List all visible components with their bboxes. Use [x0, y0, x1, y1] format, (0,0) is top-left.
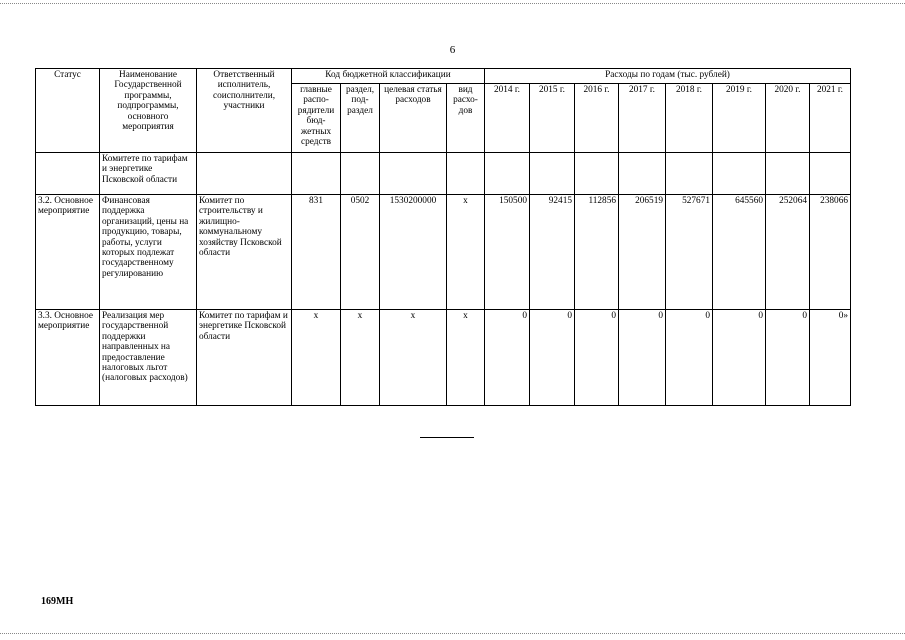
grbs-cell: [292, 153, 341, 195]
value-cell: 92415: [530, 195, 575, 310]
value-cell: [530, 153, 575, 195]
type-cell: [447, 153, 485, 195]
value-cell: [575, 153, 619, 195]
target-cell: [380, 153, 447, 195]
header-year: 2020 г.: [766, 84, 810, 153]
document-code: 169МН: [41, 596, 74, 607]
name-cell: Финансовая поддержка организаций, цены на продукцию, товары, работы, услуги которых подлежат государственному регулированию: [100, 195, 197, 310]
status-cell: 3.2. Основное мероприятие: [36, 195, 100, 310]
table-row: [36, 153, 851, 195]
page-bottom-edge: [0, 633, 905, 634]
header-year: 2018 г.: [666, 84, 713, 153]
header-budget-code: Код бюджетной классификации: [292, 69, 485, 84]
grbs-cell: х: [292, 310, 341, 406]
header-year: 2019 г.: [713, 84, 766, 153]
value-cell: [713, 153, 766, 195]
page-top-edge: [0, 3, 905, 4]
header-status: Статус: [36, 69, 100, 153]
status-cell: 3.3. Основное мероприятие: [36, 310, 100, 406]
header-expenses: Расходы по годам (тыс. рублей): [485, 69, 851, 84]
type-cell: х: [447, 310, 485, 406]
value-cell: 0»: [810, 310, 851, 406]
header-year: 2017 г.: [619, 84, 666, 153]
value-cell: 206519: [619, 195, 666, 310]
responsible-cell: [197, 153, 292, 195]
header-year: 2016 г.: [575, 84, 619, 153]
responsible-cell: Комитет по тарифам и энергетике Псковской области: [197, 310, 292, 406]
budget-table: [35, 68, 851, 406]
value-cell: 527671: [666, 195, 713, 310]
value-cell: 0: [666, 310, 713, 406]
header-year: 2014 г.: [485, 84, 530, 153]
target-cell: 1530200000: [380, 195, 447, 310]
target-cell: х: [380, 310, 447, 406]
separator-line: [420, 437, 474, 438]
header-target: целевая статья расходов: [380, 84, 447, 153]
table-row: [36, 310, 851, 406]
value-cell: 0: [619, 310, 666, 406]
header-type: вид расхо-дов: [447, 84, 485, 153]
name-cell: Реализация мер государственной поддержки направленных на предоставление налоговых льгот (налоговых расходов): [100, 310, 197, 406]
header-year: 2015 г.: [530, 84, 575, 153]
value-cell: [766, 153, 810, 195]
section-cell: [341, 153, 380, 195]
value-cell: 238066: [810, 195, 851, 310]
header-section: раздел, под-раздел: [341, 84, 380, 153]
table-row: [36, 195, 851, 310]
value-cell: 0: [713, 310, 766, 406]
header-responsible: Ответственный исполнитель, соисполнители, участники: [197, 69, 292, 153]
value-cell: [485, 153, 530, 195]
type-cell: х: [447, 195, 485, 310]
value-cell: 150500: [485, 195, 530, 310]
value-cell: [619, 153, 666, 195]
responsible-cell: Комитет по строительству и жилищно-коммунальному хозяйству Псковской области: [197, 195, 292, 310]
section-cell: х: [341, 310, 380, 406]
value-cell: 0: [485, 310, 530, 406]
value-cell: 112856: [575, 195, 619, 310]
status-cell: [36, 153, 100, 195]
value-cell: [810, 153, 851, 195]
value-cell: 252064: [766, 195, 810, 310]
page-number: 6: [449, 44, 456, 56]
section-cell: 0502: [341, 195, 380, 310]
value-cell: 0: [530, 310, 575, 406]
header-name: Наименование Государственной программы, подпрограммы, основного мероприятия: [100, 69, 197, 153]
value-cell: 0: [766, 310, 810, 406]
header-grbs: главные распо-рядители бюд-жетных средств: [292, 84, 341, 153]
name-cell: Комитете по тарифам и энергетике Псковской области: [100, 153, 197, 195]
header-year: 2021 г.: [810, 84, 851, 153]
value-cell: 645560: [713, 195, 766, 310]
grbs-cell: 831: [292, 195, 341, 310]
value-cell: 0: [575, 310, 619, 406]
value-cell: [666, 153, 713, 195]
